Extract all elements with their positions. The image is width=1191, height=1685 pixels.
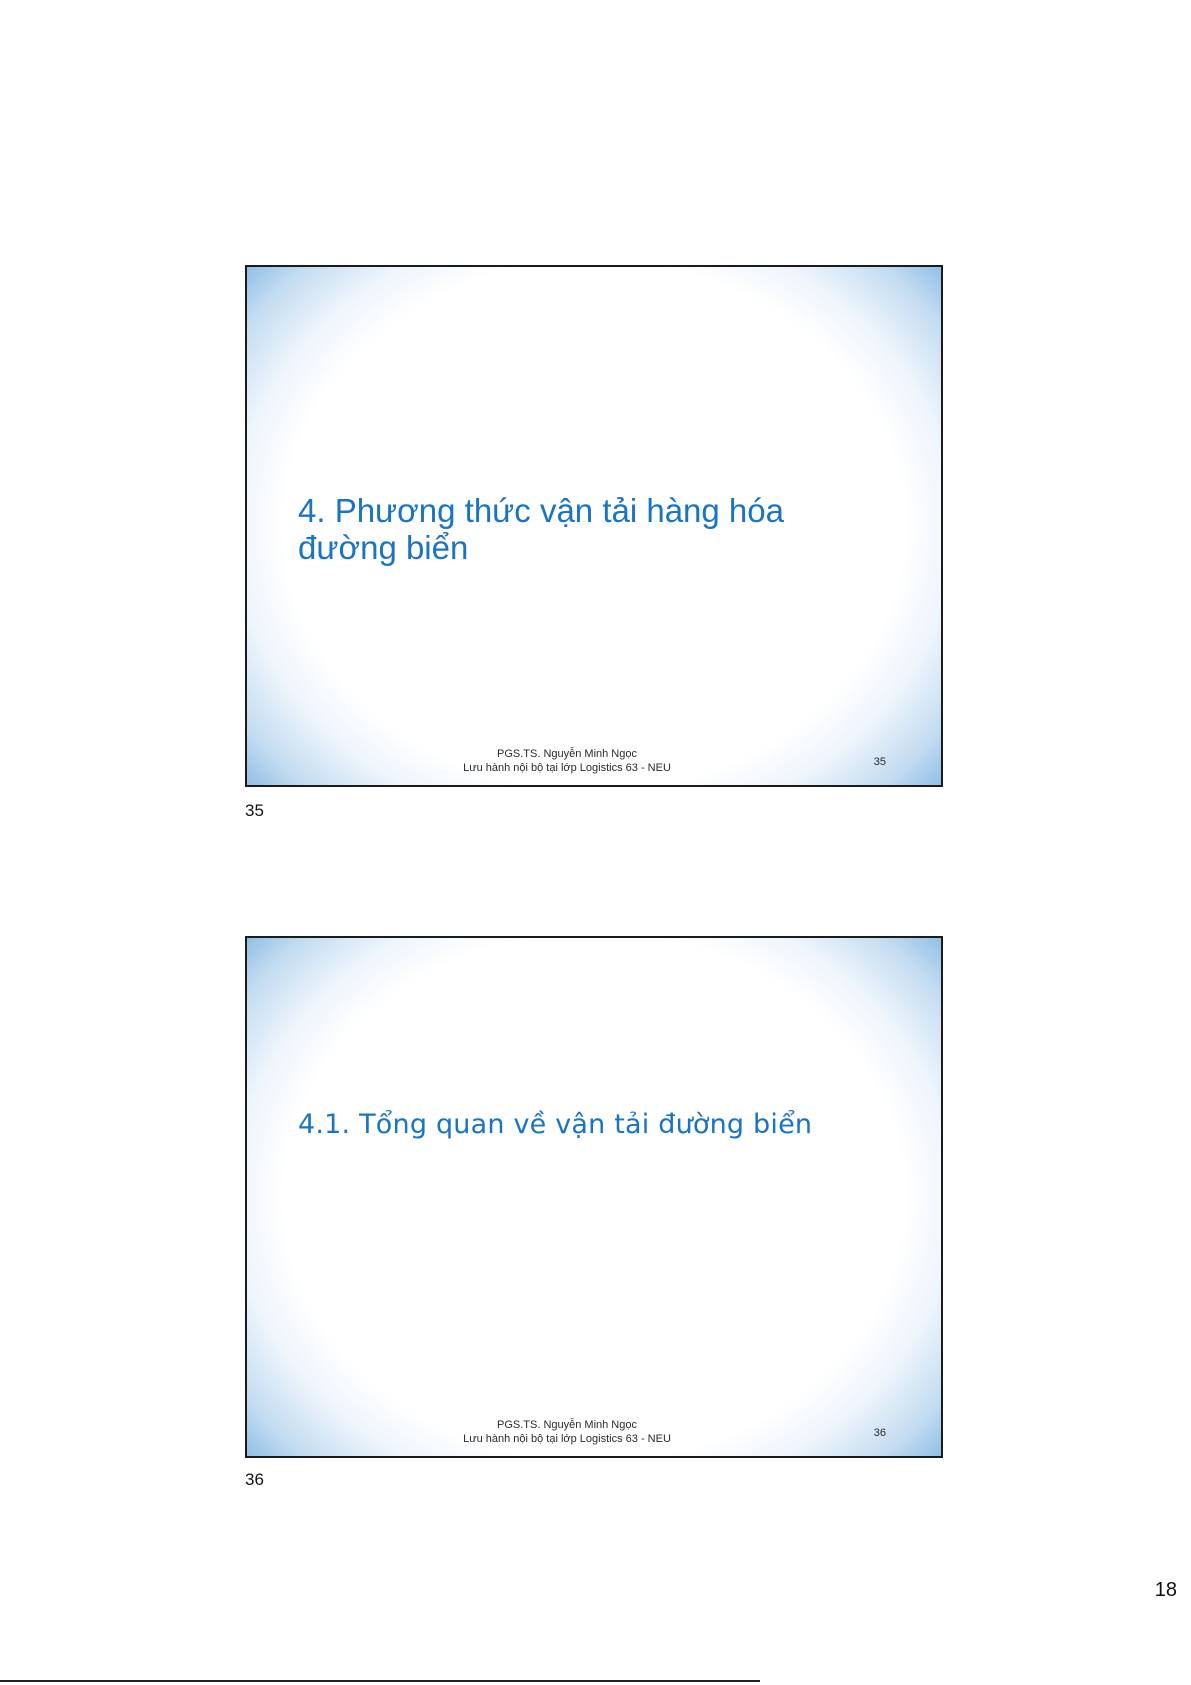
title-line: đường biển <box>298 529 469 566</box>
title-line: 4.1. Tổng quan về vận tải đường biển <box>298 1109 813 1140</box>
footer-note: Lưu hành nội bộ tại lớp Logistics 63 - NEU <box>463 762 671 774</box>
page-number: 18 <box>1154 1579 1177 1601</box>
footer-note: Lưu hành nội bộ tại lớp Logistics 63 - NEU <box>463 1433 671 1445</box>
slide-title <box>298 492 858 566</box>
title-line: 4. Phương thức vận tải hàng hóa <box>298 492 784 529</box>
slide-36 <box>245 936 943 1458</box>
slide-caption: 36 <box>245 1470 264 1489</box>
slide-number: 36 <box>873 1427 886 1439</box>
slide-35 <box>245 265 943 787</box>
slide-title <box>298 1108 898 1142</box>
slide-caption: 35 <box>245 801 264 820</box>
footer-author: PGS.TS. Nguyễn Minh Ngọc <box>496 1419 637 1431</box>
slide-footer <box>447 1418 687 1446</box>
slide-number: 35 <box>873 756 886 768</box>
footer-author: PGS.TS. Nguyễn Minh Ngọc <box>496 748 637 760</box>
bottom-rule <box>0 1680 760 1682</box>
slide-footer <box>447 747 687 775</box>
